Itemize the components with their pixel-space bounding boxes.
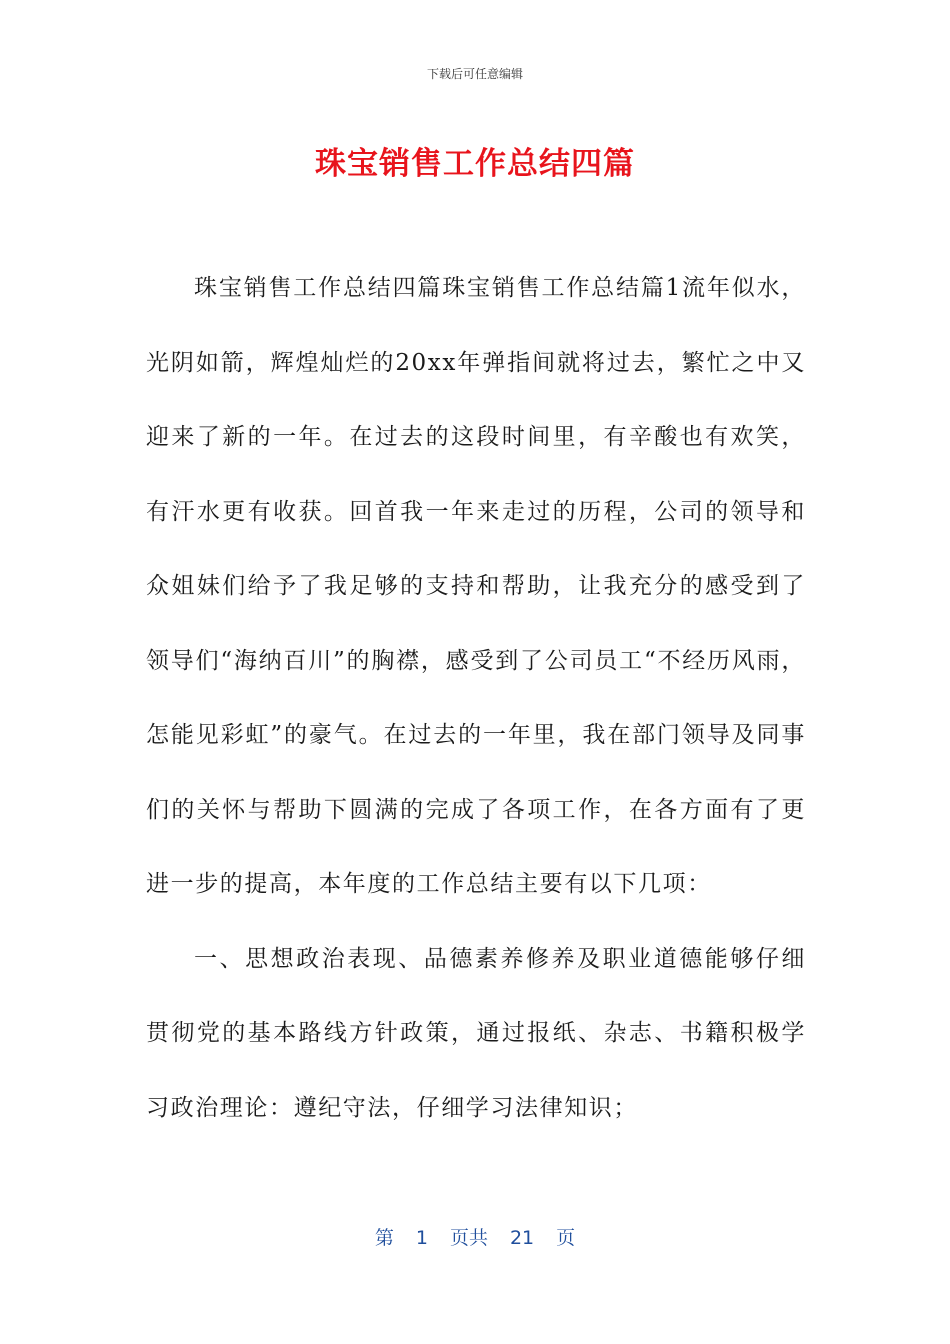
body-paragraph: 珠宝销售工作总结四篇珠宝销售工作总结篇1流年似水，光阴如箭，辉煌灿烂的20xx年弹指间就将过去，繁忙之中又迎来了新的一年。在过去的这段时间里，有辛酸也有欢笑，有汗水更有收获。回首我一年来走过的历程，公司的领导和众姐妹们给予了我足够的支持和帮助，让我充分的感受到了领导们“海纳百川”的胸襟，感受到了公司员工“不经历风雨，怎能见彩虹”的豪气。在过去的一年里，我在部门领导及同事们的关怀与帮助下圆满的完成了各项工作，在各方面有了更进一步的提高，本年度的工作总结主要有以下几项： — [146, 275, 806, 897]
document-title: 珠宝销售工作总结四篇 — [315, 146, 635, 182]
footer-prefix: 第 — [374, 1227, 394, 1249]
footer-middle: 页共 — [449, 1227, 488, 1249]
body-paragraph: 一、思想政治表现、品德素养修养及职业道德能够仔细贯彻党的基本路线方针政策，通过报纸、杂志、书籍积极学习政治理论：遵纪守法，仔细学习法律知识； — [146, 945, 806, 1121]
page-footer — [0, 1226, 950, 1250]
footer-current-page: 1 — [415, 1227, 428, 1249]
footer-suffix: 页 — [556, 1227, 576, 1249]
document-body — [146, 251, 806, 1145]
page-header-note: 下载后可任意编辑 — [426, 67, 523, 81]
footer-total-pages: 21 — [509, 1227, 535, 1249]
